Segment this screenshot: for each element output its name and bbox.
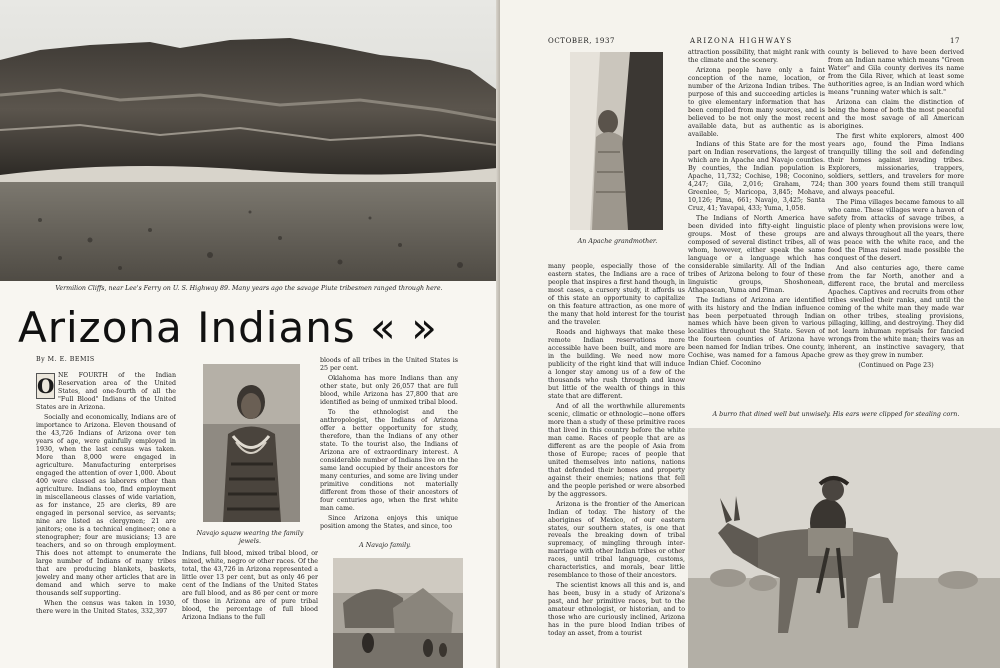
paragraph: Roads and highways that make these remote Indian reservations more accessible have been built, and more are in the building. We need now more publicity of the right kind that will induce a longer stay among us of a few of the thousands who rush through and know but little of the wealth of things in this state that are different. xyxy=(548,328,685,400)
paragraph: Indians of this State are for the most part on Indian reservations, the largest of which are in Apache and Navajo counties. By counties, the Indian population is Apache, 11,732; Cochise, 198; Coconino, 4,247; Gila, 2,016; Graham, 724; Greenlee, 5; Maricopa, 3,845; Mohave, 10,126; Pima, 661; Navajo, 3,425; Santa Cruz, 41; Yavapai, 433; Yuma, 1,058. xyxy=(688,140,825,212)
paragraph: To the ethnologist and the anthropologist, the Indians of Arizona offer a better opportunity for study, therefore, than the Indians of any other state. To the tourist also, the Indians of Arizona are of extraordinary interest. A considerable number of Indians live on the same land occupied by their ancestors for many centuries, and some are living under primitive conditions not materially different from those of their ancestors of four centuries ago, when the first white man came. xyxy=(320,408,458,512)
cliffs-caption: Vermilion Cliffs, near Lee's Ferry on U. S. Highway 89. Many years ago the savage Piute tribesmen ranged through here. xyxy=(55,285,443,292)
paragraph: The first white explorers, almost 400 years ago, found the Pima Indians tranquilly tilling the soil and defending their homes against invading tribes. Explorers, missionaries, trappers, soldiers, settlers, and travelers for more than 300 years found them still tranquil and always peaceful. xyxy=(828,132,964,196)
header-magazine: ARIZONA HIGHWAYS xyxy=(690,37,793,45)
apache-grandmother-photo xyxy=(570,52,663,230)
article-title: Arizona Indians « » xyxy=(18,303,438,352)
vermilion-cliffs-photo xyxy=(0,0,497,281)
paragraph: NE FOURTH of the Indian Reservation area of the United States, and one-fourth of all the "Full Blood" Indians of the United States are in Arizona. xyxy=(36,372,176,411)
article-column-3 xyxy=(320,357,458,535)
right-page xyxy=(500,0,1000,668)
article-column-2 xyxy=(182,550,318,630)
paragraph: bloods of all tribes in the United States is 25 per cent. xyxy=(320,357,458,372)
paragraph: attraction possibility, that might rank with the climate and the scenery. xyxy=(688,49,825,64)
paragraph: When the census was taken in 1930, there were in the United States, 332,397 xyxy=(36,599,176,615)
article-column-1 xyxy=(36,372,176,664)
paragraph: Arizona people have only a faint conception of the name, location, or number of the Arizona Indian tribes. The purpose of this and succeeding articles is to give elementary information that has been compiled from many sources, and is believed to be not only the most recent available data, but as authentic as is available. xyxy=(688,66,825,138)
paragraph: many people, especially those of the eastern states, the Indians are a race of people that inspires a first hand though, in most cases, a cursory study, it affords us of this state an opportunity to capitalize on this feature attraction, as one more of the many that hold interest for the tourist and the traveler. xyxy=(548,263,685,326)
header-date: OCTOBER, 1937 xyxy=(548,37,616,45)
burro-photo xyxy=(688,428,1000,668)
paragraph: Socially and economically, Indians are of importance to Arizona. Eleven thousand of the 43,726 Indians of Arizona over ten years of age, were gainfully employed in 1930, when the last census was taken. More than 8,000 were engaged in agriculture. Manufacturing enterprises engaged the attention of over 1,000. About 400 were classed as laborers other than agriculture. Indians too, find employment in miscellaneous classes of wide variation, as for instance, 25 are clerks, 89 are engaged in personal service, as servants; nine are listed as clergymen; 21 are janitors; one is a technical engineer; one a stenographer; four are musicians; 13 are teachers, and so on through employment. This does not attempt to enumerate the large number of Indians of many tribes that are producing blankets, baskets, jewelry and many other articles that are in demand and which serve to make thousands self supporting. xyxy=(36,413,176,597)
byline: By M. E. BEMIS xyxy=(36,356,95,363)
family-caption: A Navajo family. xyxy=(359,542,411,549)
paragraph: The Pima villages became famous to all who came. These villages were a haven of safety from attacks of savage tribes, a place of plenty when provisions were low, and always throughout all the years, there was peace with the white race, and the food the Pimas raised made possible the conquest of the desert. xyxy=(828,198,964,262)
continued-note: (Continued on Page 23) xyxy=(858,362,934,370)
drop-cap: O xyxy=(37,374,55,398)
header-page-number: 17 xyxy=(950,37,961,45)
paragraph: Arizona can claim the distinction of being the home of both the most peaceful and the most savage of all American aborigines. xyxy=(828,98,964,130)
paragraph: Arizona is the frontier of the American Indian of today. The history of the aborigines of Mexico, of our eastern states, our southern states, is one that reveals the breaking down of tribal supremacy, of mingling through inter-marriage with other Indian tribes or other races, until tribal language, customs, characteristics, and morals, bear little resemblance to those of their ancestors. xyxy=(548,500,685,580)
paragraph: Indians, full blood, mixed tribal blood, or mixed, white, negro or other races. Of the total, the 43,726 in Arizona represented a little over 13 per cent, but as only 46 per cent of the Indians of the United States are full blood, and as 86 per cent or more of those in Arizona are of pure tribal blood, the percentage of full blood Arizona Indians to the full xyxy=(182,550,318,621)
navajo-squaw-photo xyxy=(203,364,300,522)
grandmother-caption: An Apache grandmother. xyxy=(577,238,658,245)
navajo-family-photo xyxy=(333,558,463,668)
paragraph: The scientist knows all this and is, and has been, busy in a study of Arizona's past, and her primitive races, but to the amateur ethnologist, or historian, and to those who are curiously inclined, Arizona has in the pure blood Indian tribes of today an asset, from a tourist xyxy=(548,582,685,638)
article-column-6 xyxy=(828,49,964,404)
paragraph: county is believed to have been derived from an Indian name which means "Green Water" and Gila county derives its name from the Gila River, which at least some authorities agree, is an Indian word which means "running water which is salt." xyxy=(828,49,964,96)
paragraph: And of all the worthwhile allurements scenic, climatic or ethnologic—none offers more than a study of these primitive races that lived in this country before the white man came. Races of people that are as different as are the people of Asia from those of Europe; races of people that united themselves into nations, nations that defended their homes and property against their enemies; nations that fell and the people perished or were absorbed by the aggressors. xyxy=(548,402,685,498)
squaw-caption: Navajo squaw wearing the family jewels. xyxy=(196,530,304,546)
article-column-4 xyxy=(548,263,685,663)
paragraph: The Indians of North America have been divided into fifty-eight linguistic groups. Most of these groups are composed of several distinct tribes, all of whom, however, either speak the same language or a language which has considerable similarity. All of the Indian tribes of Arizona belong to four of these linguistic groups, Shoshonean, Athapascan, Yuma and Piman. xyxy=(688,214,825,294)
paragraph: Oklahoma has more Indians than any other state, but only 26,057 that are full blood, while Arizona has 27,800 that are identified as being of unmixed tribal blood. xyxy=(320,374,458,406)
paragraph: The Indians of Arizona are identified with its history and the Indian influence has been perpetuated through Indian names which have been given to various localities throughout the State. Seven of the fourteen counties of Arizona have been named for Indian tribes. One county, Cochise, was named for a famous Apache Indian Chief. Coconino xyxy=(688,296,825,368)
paragraph: And also centuries ago, there came from the far North, another and a different race, the brutal and merciless Apaches. Captives and recruits from other tribes swelled their ranks, and until the coming of the white man they made war on other tribes, stealing provisions, pillaging, killing, and destroying. They did not learn inhuman reprisals for fancied wrongs from the white man; theirs was an inherent, an instinctive savagery, that grew as they grew in number. xyxy=(828,264,964,360)
burro-caption: A burro that dined well but unwisely. His ears were clipped for stealing corn. xyxy=(712,411,960,418)
paragraph: Since Arizona enjoys this unique position among the States, and since, too xyxy=(320,514,458,530)
